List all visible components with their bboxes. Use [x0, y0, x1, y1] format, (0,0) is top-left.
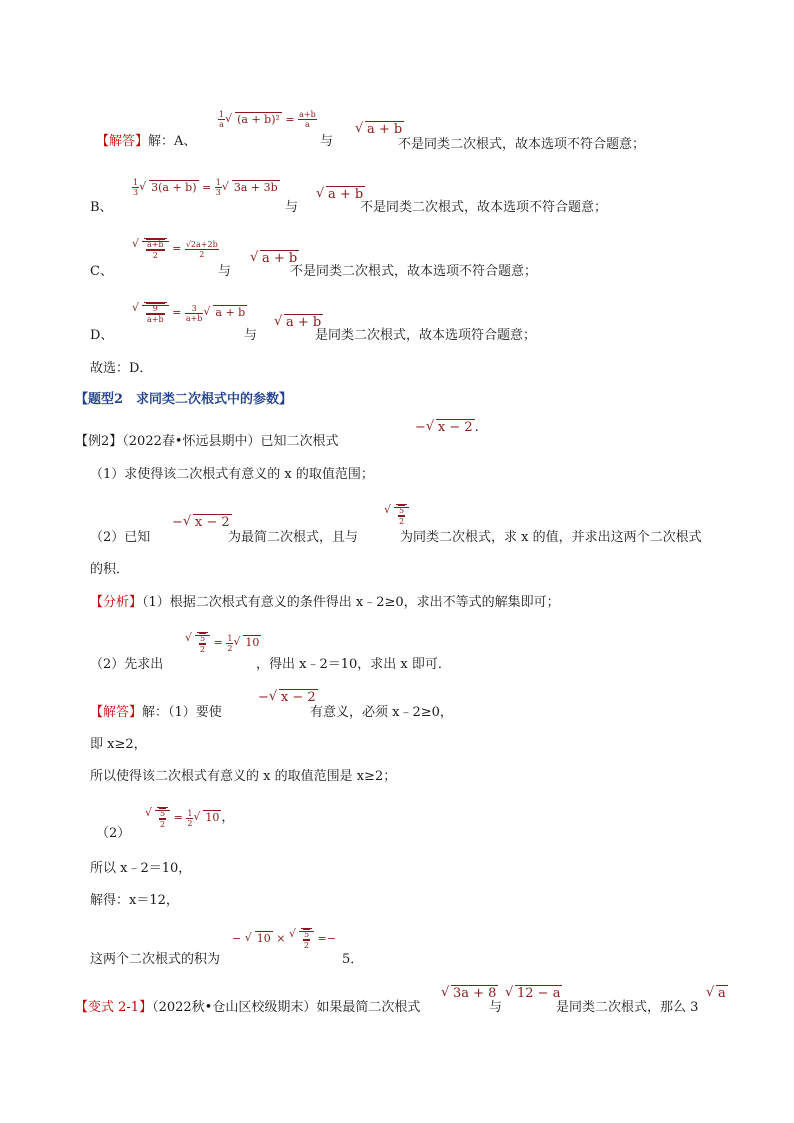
answer-conclusion: 故选：D． — [90, 361, 153, 376]
solution-s7b: 5． — [342, 952, 364, 967]
answer-A-math: $\frac{1}{a}$ √ (a + b)² = $\frac{a+b}{a}$ — [218, 110, 317, 129]
solution-s2: 即 x≥2， — [90, 737, 147, 752]
solution-s6: 解得：x＝12， — [90, 893, 179, 908]
example-heading: 【例2】（2022春•怀远县期中）已知二次根式 — [75, 434, 339, 449]
solution-s5: 所以 x﹣2＝10， — [90, 861, 192, 876]
answer-C-math: √ $\frac{a+b}{2}$ = $\frac{√2a+2b}{2}$ — [132, 238, 219, 260]
question-2b: 为最简二次根式，且与 — [228, 530, 359, 545]
question-1: （1）求使得该二次根式有意义的 x 的取值范围； — [90, 467, 374, 482]
answer-B-label: B、 — [90, 200, 113, 215]
answer-B-text: 不是同类二次根式，故本选项不符合题意； — [360, 200, 608, 215]
solution-s4: （2） — [96, 826, 131, 841]
analysis-p1: 【分析】（1）根据二次根式有意义的条件得出 x﹣2≥0，求出不等式的解集即可； — [90, 595, 560, 610]
solution-s3: 所以使得该二次根式有意义的 x 的取值范围是 x≥2； — [90, 769, 397, 784]
question-2c: 为同类二次根式，求 x 的值，并求出这两个二次根式 — [400, 530, 702, 545]
analysis-p2b: ，得出 x﹣2＝10，求出 x 即可． — [256, 657, 451, 672]
analysis-p2a: （2）先求出 — [90, 657, 164, 672]
solution-s1b: 有意义，必须 x﹣2≥0， — [310, 705, 453, 720]
answer-C-text: 不是同类二次根式，故本选项不符合题意； — [290, 264, 538, 279]
question-2a: （2）已知 — [90, 530, 151, 545]
answer-C-label: C、 — [90, 264, 113, 279]
answer-D-text: 是同类二次根式，故本选项符合题意； — [315, 328, 537, 343]
section-title: 【题型2 求同类二次根式中的参数】 — [75, 392, 293, 407]
answer-D-math: √ $\frac{9}{a+b}$ = $\frac{3}{a+b}$ √ a + b — [132, 302, 247, 324]
answer-A-text: 不是同类二次根式，故本选项不符合题意； — [398, 137, 646, 152]
answer-D-label: D、 — [90, 328, 114, 343]
answer-B-math: $\frac{1}{3}$ √ 3(a + b) = $\frac{1}{3}$ √ 3a + 3b — [132, 178, 280, 197]
question-2d: 的积． — [90, 562, 130, 577]
solution-s1a: 【解答】解：（1）要使 — [90, 705, 222, 720]
answer-A-line: 【解答】解：A、 — [96, 134, 197, 149]
example-expr: −√ x − 2 . — [415, 420, 479, 435]
variant-line: 【变式 2-1】（2022秋•仓山区校级期末）如果最简二次根式 — [75, 1000, 421, 1015]
variant-text-c: 是同类二次根式，那么 3 — [556, 1000, 699, 1015]
answer-tag: 【解答】 — [96, 134, 149, 149]
root-a-plus-b: √ a + b — [355, 122, 404, 137]
solution-s7a: 这两个二次根式的积为 — [90, 952, 221, 967]
